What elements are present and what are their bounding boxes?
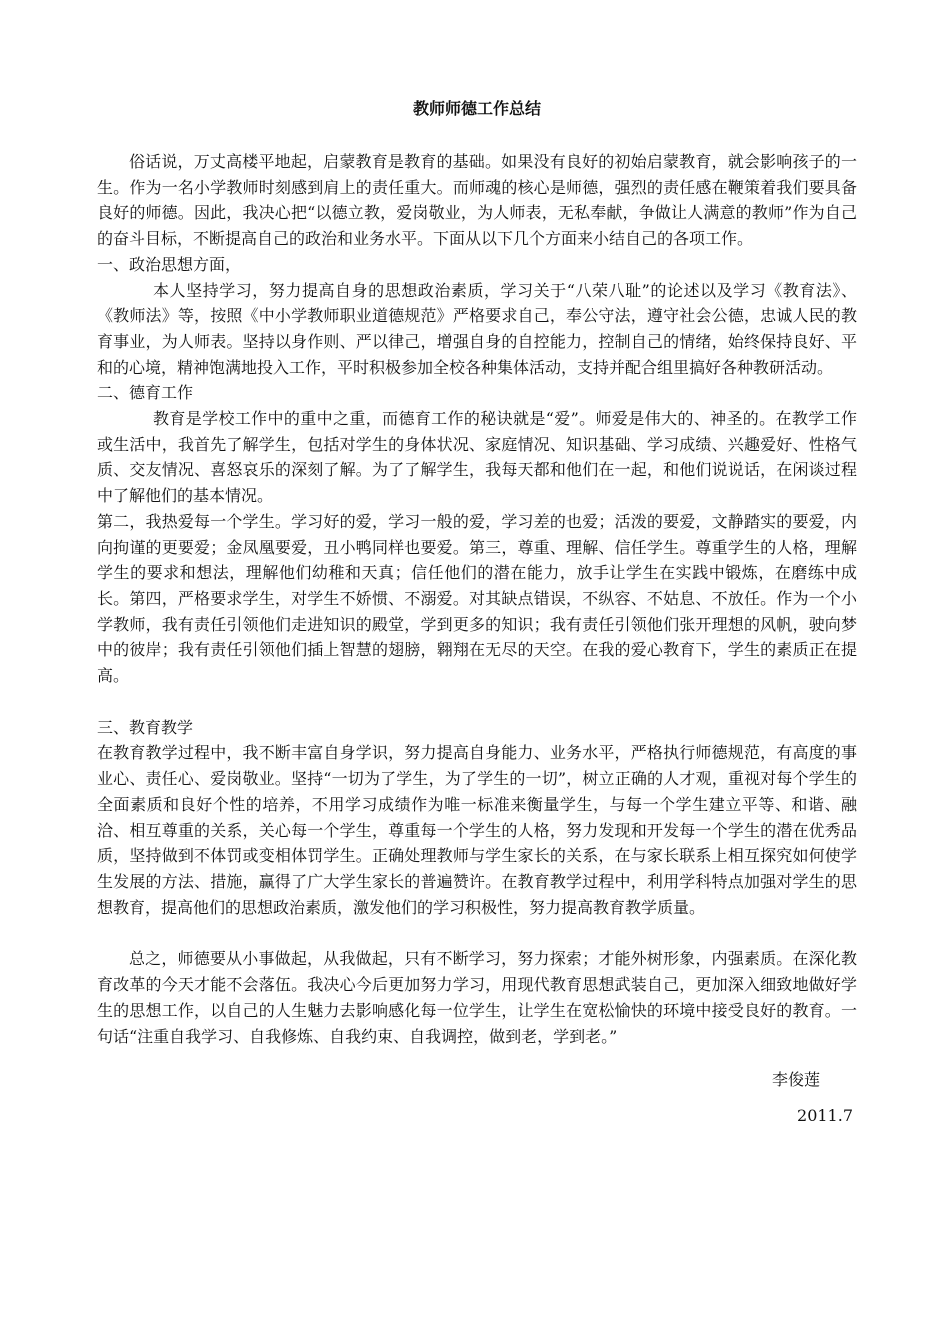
section-body-moral-1: 教育是学校工作中的重中之重，而德育工作的秘诀就是“爱”。师爱是伟大的、神圣的。在教学工作或生活中，我首先了解学生，包括对学生的身体状况、家庭情况、知识基础、学习成绩、兴趣爱好、性格气质、交友情况、喜怒哀乐的深刻了解。为了了解学生，我每天都和他们在一起，和他们说说话，在闲谈过程中了解他们的基本情况。 bbox=[97, 409, 857, 506]
section-body-teaching: 在教育教学过程中，我不断丰富自身学识，努力提高自身能力、业务水平，严格执行师德规范，有高度的事业心、责任心、爱岗敬业。坚持“一切为了学生，为了学生的一切”，树立正确的人才观，重视对每个学生的全面素质和良好个性的培养，不用学习成绩作为唯一标准来衡量学生，与每一个学生建立平等、和谐、融洽、相互尊重的关系，关心每一个学生，尊重每一个学生的人格，努力发现和开发每一个学生的潜在优秀品质，坚持做到不体罚或变相体罚学生。正确处理教师与学生家长的关系，在与家长联系上相互探究如何使学生发展的方法、措施，赢得了广大学生家长的普遍赞许。在教育教学过程中，利用学科特点加强对学生的思想教育，提高他们的思想政治素质，激发他们的学习积极性，努力提高教育教学质量。 bbox=[97, 743, 857, 917]
conclusion-paragraph: 总之，师德要从小事做起，从我做起，只有不断学习，努力探索；才能外树形象，内强素质。在深化教育改革的今天才能不会落伍。我决心今后更加努力学习，用现代教育思想武装自己，更加深入细致地做好学生的思想工作，以自己的人生魅力去影响感化每一位学生，让学生在宽松愉快的环境中接受良好的教育。一句话“注重自我学习、自我修炼、自我约束、自我调控，做到老，学到老。” bbox=[97, 949, 857, 1046]
section-body-moral-2: 第二，我热爱每一个学生。学习好的爱，学习一般的爱，学习差的也爱；活泼的要爱，文静踏实的要爱，内向拘谨的更要爱；金凤凰要爱，丑小鸭同样也要爱。第三，尊重、理解、信任学生。尊重学生的人格，理解学生的要求和想法，理解他们幼稚和天真；信任他们的潜在能力，放手让学生在实践中锻炼，在磨练中成长。第四，严格要求学生，对学生不娇惯、不溺爱。对其缺点错误，不纵容、不姑息、不放任。作为一个小学教师，我有责任引领他们走进知识的殿堂，学到更多的知识；我有责任引领他们张开理想的风帆，驶向梦中的彼岸；我有责任引领他们插上智慧的翅膀，翱翔在无尽的天空。在我的爱心教育下，学生的素质正在提高。 bbox=[97, 511, 857, 686]
blank-line bbox=[97, 920, 857, 946]
document-page bbox=[97, 96, 857, 1129]
section-heading-politics: 一、政治思想方面， bbox=[97, 254, 242, 274]
document-title: 教师师德工作总结 bbox=[412, 99, 541, 118]
section-heading-teaching: 三、教育教学 bbox=[97, 717, 194, 737]
section-body-politics: 本人坚持学习，努力提高自身的思想政治素质，学习关于“八荣八耻”的论述以及学习《教育法》、《教师法》等，按照《中小学教师职业道德规范》严格要求自己，奉公守法，遵守社会公德，忠诚人民的教育事业，为人师表。坚持以身作则、严以律己，增强自身的自控能力，控制自己的情绪，始终保持良好、平和的心境，精神饱满地投入工作，平时积极参加全校各种集体活动，支持并配合组里搞好各种教研活动。 bbox=[97, 280, 857, 377]
signature-name: 李俊莲 bbox=[771, 1070, 820, 1090]
intro-paragraph: 俗话说，万丈高楼平地起，启蒙教育是教育的基础。如果没有良好的初始启蒙教育，就会影响孩子的一生。作为一名小学教师时刻感到肩上的责任重大。而师魂的核心是师德，强烈的责任感在鞭策着我们要具备良好的师德。因此，我决心把“以德立教，爱岗敬业，为人师表，无私奉献，争做让人满意的教师”作为自己的奋斗目标，不断提高自己的政治和业务水平。下面从以下几个方面来小结自己的各项工作。 bbox=[97, 152, 857, 249]
signature-date: 2011.7 bbox=[797, 1106, 853, 1126]
section-heading-moral: 二、德育工作 bbox=[97, 383, 194, 403]
blank-line bbox=[97, 689, 857, 715]
